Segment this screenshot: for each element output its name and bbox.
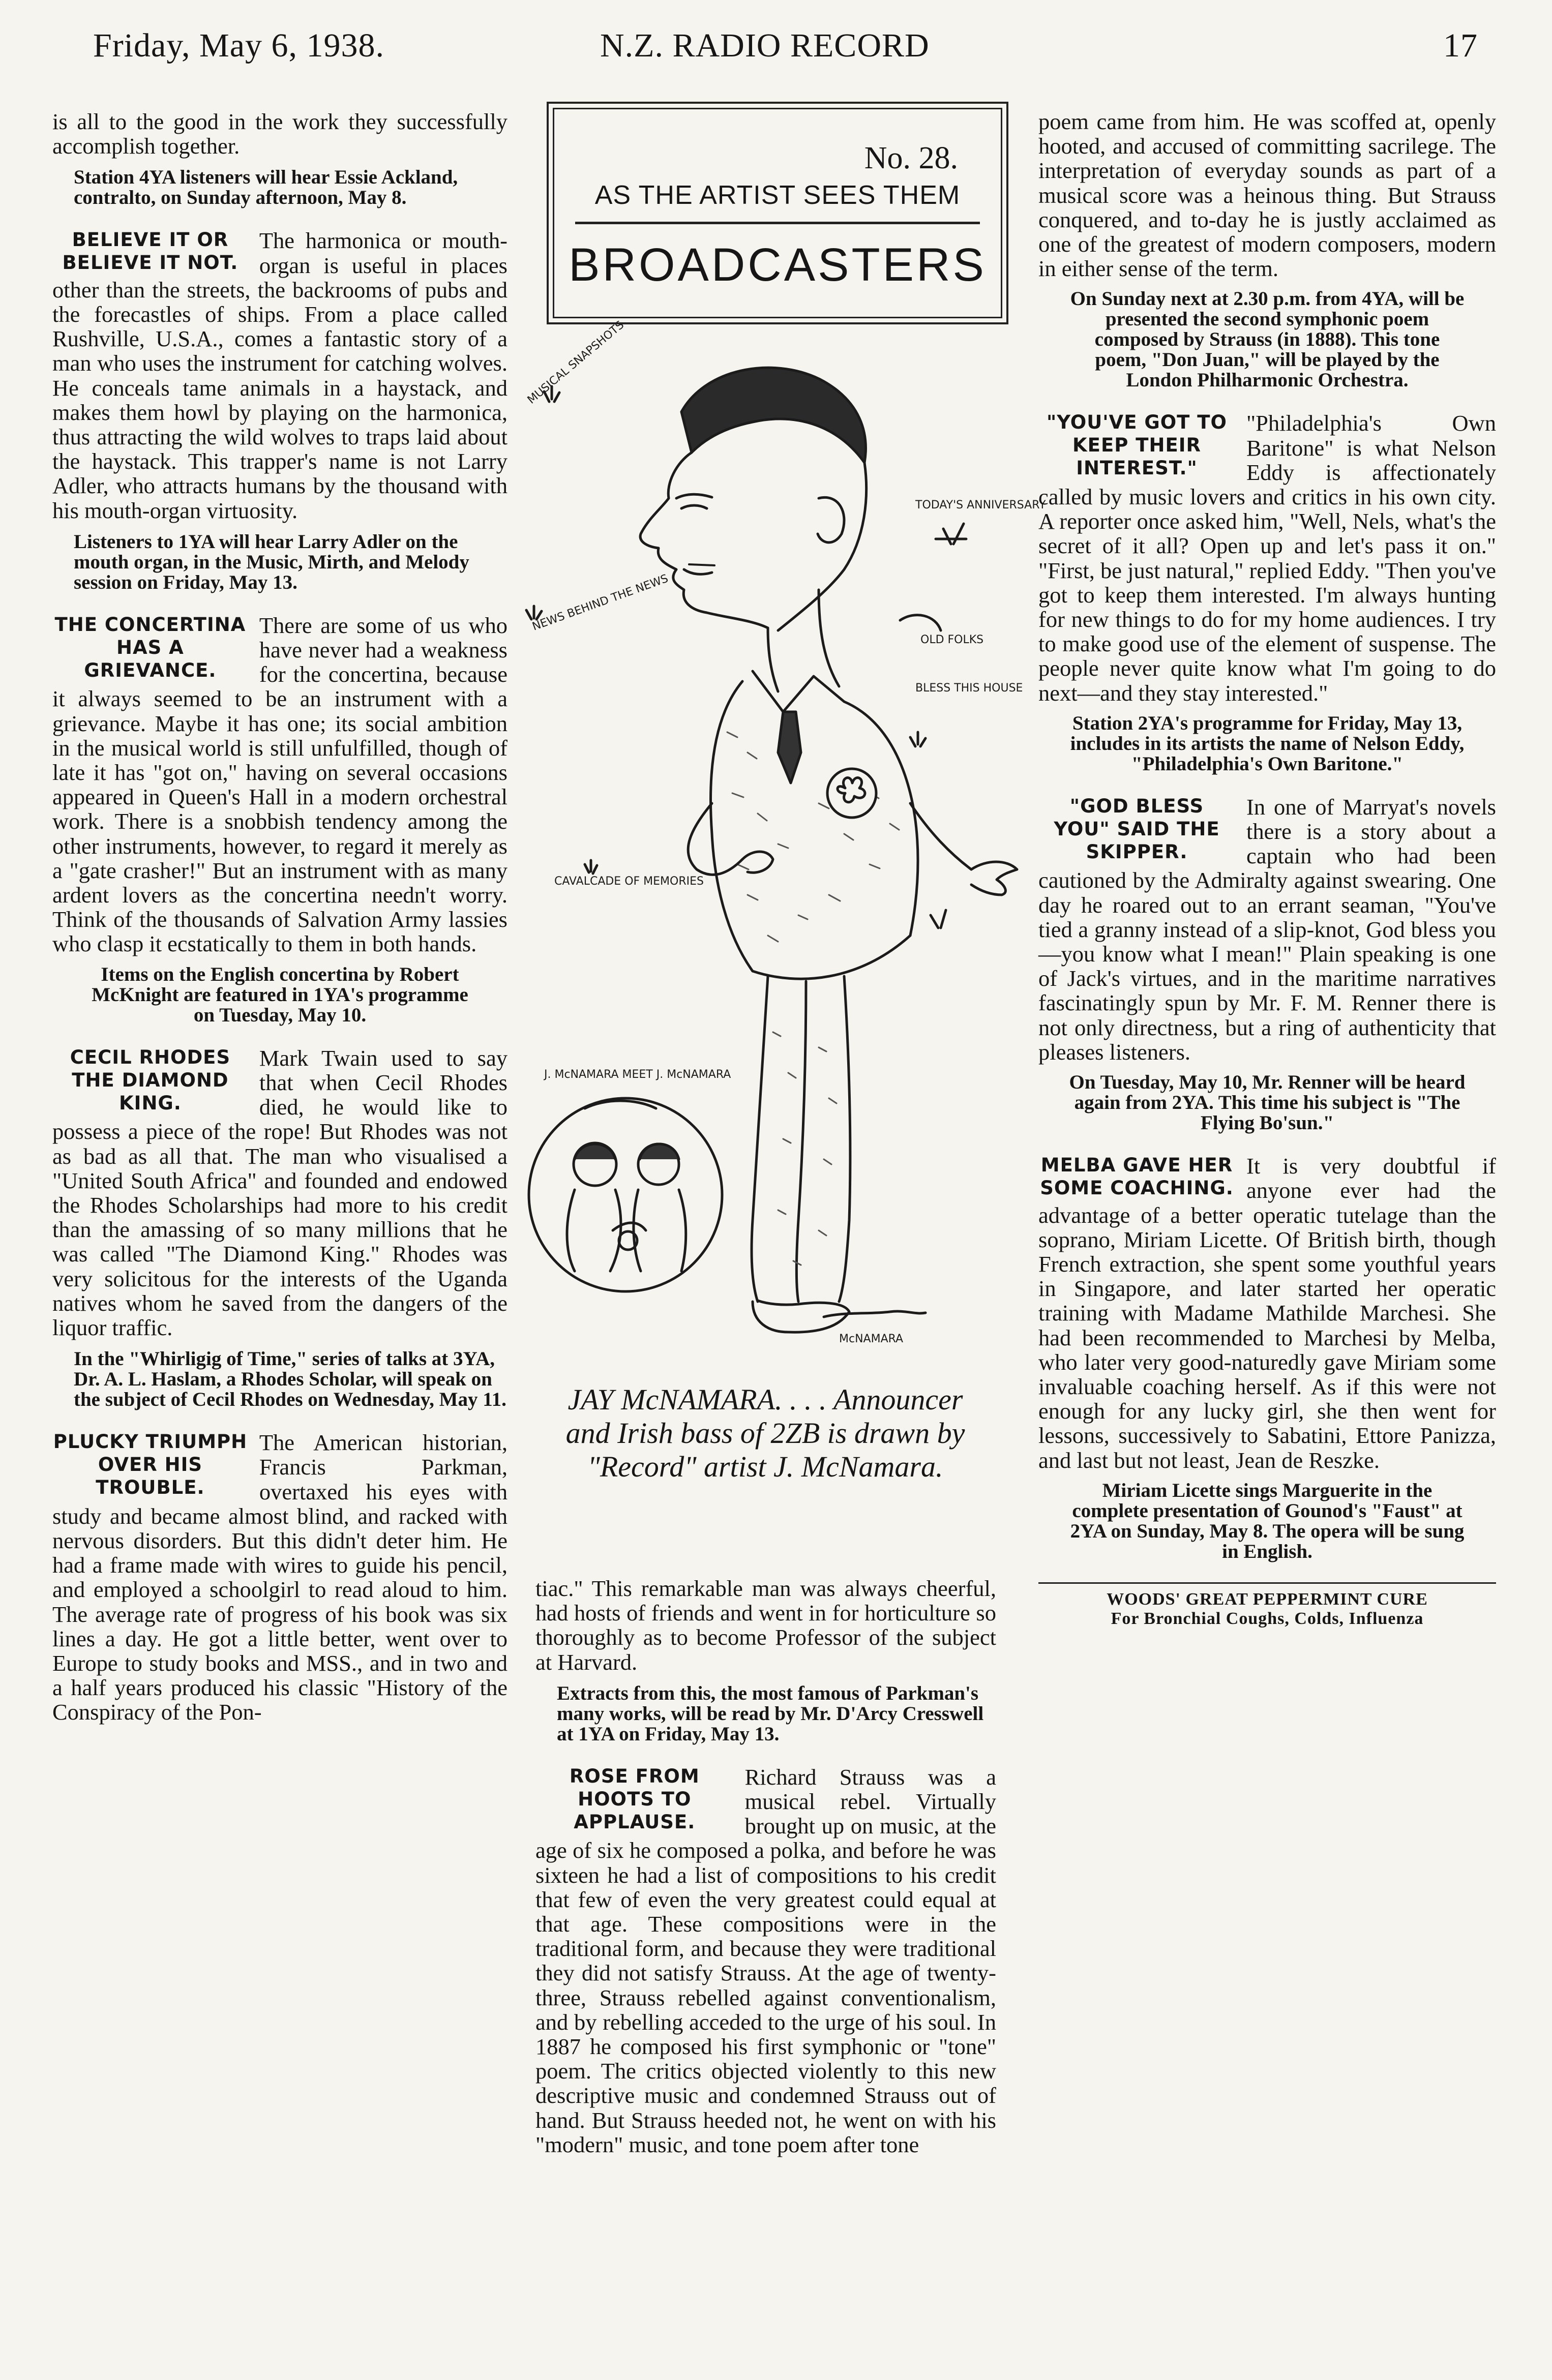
article-body: Mark Twain used to say that when Cecil Rhodes died, he would like to possess a piece of the rope! But Rhodes was not as bad as all that. The man who visualised a "United South Africa" and founded and endowed the Rhodes Scholarships had more to his credit than the amassing of so many millions that he was called "The Diamond King." Rhodes was very solicitous for the interests of the Uganda natives whom he saved from the dangers of the liquor traffic. [52, 1045, 508, 1340]
continued-text: tiac." This remarkable man was always cheerful, had hosts of friends and went in for horticulture so thoroughly as to become Professor of the subject at Harvard. [535, 1576, 996, 1675]
label-news-behind-news: NEWS BEHIND THE NEWS [530, 572, 670, 634]
station-note: On Tuesday, May 10, Mr. Renner will be heard again from 2YA. This time his subject is "The Flying Bo'sun." [1069, 1071, 1466, 1134]
caricature-illustration [514, 318, 1046, 1363]
issue-date: Friday, May 6, 1938. [93, 27, 385, 64]
article-concertina [52, 613, 508, 956]
intro-text: is all to the good in the work they successfully accomplish together. [52, 109, 508, 159]
column-left [52, 109, 508, 1725]
article-body: It is very doubtful if anyone ever had the advantage of a better operatic tutelage than the soprano, Miriam Licette. Of British birth, though French extraction, she spent some youthful years in Singapore, and later started her operatic training with Madame Mathilde Marchesi. She had been recommended to Marchesi by Melba, who later very good-naturedly gave Miriam some invaluable coaching herself. As if this were not enough for any lucky girl, she then went for lessons, successively to Sabatini, Ettore Panizza, and last but not least, Jean de Reszke. [1038, 1153, 1496, 1473]
illustration-caption: JAY McNAMARA. . . . Announcer and Irish bass of 2ZB is drawn by "Record" artist J. McNamara. [565, 1383, 965, 1483]
artist-signature: McNAMARA [839, 1333, 904, 1345]
article-cecil-rhodes [52, 1046, 508, 1340]
station-note: Items on the English concertina by Robert McKnight are featured in 1YA's programme on Tuesday, May 10. [92, 963, 468, 1026]
series-title: BROADCASTERS [569, 239, 987, 291]
label-old-folks: OLD FOLKS [920, 634, 984, 646]
article-god-bless-you [1038, 795, 1496, 1064]
label-cavalcade: CAVALCADE OF MEMORIES [554, 875, 704, 888]
article-body: The harmonica or mouth-organ is useful in places other than the streets, the backrooms of pubs and the forecastles of ships. From a place called Rushville, U.S.A., comes a fantastic story of a man who uses the instrument for catching wolves. He conceals tame animals in a haystack, and makes them howl by playing on the harmonica, thus attracting the wild wolves to traps laid about the haystack. This trapper's name is not Larry Adler, who attracts humans by the thousand with his mouth-organ virtuosity. [52, 228, 508, 523]
article-body: There are some of us who have never had a weakness for the concertina, because it always seemed to be an instrument with a grievance. Maybe it has one; its social ambition in the musical world is still unfulfilled, though of late it has "got on," having on several occasions appeared in Queen's Hall in a modern orchestral work. There is a snobbish tendency among the other instruments, however, to regard it merely as a "gate crasher!" But an instrument with as many ardent lovers as the concertina needn't worry. Think of the thousands of Salvation Army lassies who clasp it ecstatically to them in both hands. [52, 612, 508, 957]
article-heading: MELBA GAVE HER SOME COACHING. [1040, 1154, 1234, 1199]
series-banner [547, 102, 1008, 324]
article-plucky-triumph [52, 1430, 508, 1724]
article-heading: BELIEVE IT OR BELIEVE IT NOT. [62, 229, 238, 274]
ad-divider [1038, 1582, 1496, 1584]
series-subtitle: AS THE ARTIST SEES THEM [594, 180, 961, 210]
article-body: "Philadelphia's Own Baritone" is what Nelson Eddy is affectionately called by music lovers and critics in his own city. A reporter once asked him, "Well, Nels, what's the secret of it all? Open up and let's pass it on." "First, be just natural," replied Eddy. "Then you've got to keep them interested. I'm always hunting for new things to do for my home audiences. I try to make good use of the element of suspense. The people never quite know what I'm going to do next—and they stay interested." [1038, 410, 1496, 706]
series-number: No. 28. [864, 141, 958, 175]
label-bless-this-house: BLESS THIS HOUSE [915, 682, 1023, 695]
article-heading: THE CONCERTINA HAS A GRIEVANCE. [54, 613, 246, 681]
article-body: In one of Marryat's novels there is a story about a captain who had been cautioned by the Admiralty against swearing. One day he roared out to an errant seaman, "You've tied a granny instead of a slip-knot, God bless you—you know what I mean!" Plain speaking is one of Jack's virtues, and in the maritime narratives fascinatingly spun by Mr. F. M. Renner there is not only directness, but a ring of authenticity that pleases listeners. [1038, 794, 1496, 1065]
station-note: Station 2YA's programme for Friday, May 13, includes in its artists the name of Nelson Eddy, "Philadelphia's Own Baritone." [1070, 712, 1465, 775]
advert-line: For Bronchial Coughs, Colds, Influenza [1111, 1609, 1424, 1628]
continued-text: poem came from him. He was scoffed at, openly hooted, and accused of committing sacrilege. The interpretation of everyday sounds as part of a musical score was a heinous thing. But Strauss conquered, and to-day he is justly acclaimed as one of the greatest of modern composers, modern in either sense of the term. [1038, 109, 1496, 282]
article-rose-from-hoots [535, 1765, 996, 2157]
station-note: Station 4YA listeners will hear Essie Ackland, contralto, on Sunday afternoon, May 8. [74, 166, 458, 209]
label-musical-snapshots: MUSICAL SNAPSHOTS [525, 318, 627, 407]
article-heading: PLUCKY TRIUMPH OVER HIS TROUBLE. [53, 1431, 248, 1499]
banner-rule [575, 222, 980, 224]
label-todays-anniversary: TODAY'S ANNIVERSARY [915, 499, 1046, 511]
article-melba [1038, 1154, 1496, 1472]
column-right [1038, 109, 1496, 1629]
column-middle [535, 1576, 996, 2157]
station-note: Listeners to 1YA will hear Larry Adler on the mouth organ, in the Music, Mirth, and Melody session on Friday, May 13. [74, 530, 469, 593]
article-body: The American historian, Francis Parkman, overtaxed his eyes with study and became almost blind, and racked with nervous disorders. But this didn't deter him. He had a frame made with wires to guide his pencil, and employed a schoolgirl to read aloud to him. The average rate of progress of his book was six lines a day. He got a little better, went over to Europe to study books and MSS., and in two and a half years produced his classic "History of the Conspiracy of the Pon- [52, 1430, 508, 1725]
article-heading: "GOD BLESS YOU" SAID THE SKIPPER. [1054, 795, 1220, 863]
station-note: Miriam Licette sings Marguerite in the complete presentation of Gounod's "Faust" at 2YA on Sunday, May 8. The opera will be sung in English. [1070, 1479, 1465, 1562]
article-body: Richard Strauss was a musical rebel. Virtually brought up on music, at the age of six he composed a polka, and before he was sixteen he had a list of compositions to his credit that few of even the very greatest could equal at that age. These compositions were in the traditional form, and because they were traditional they did not satisfy Strauss. At the age of twenty-three, Strauss rebelled against conventionalism, and by rebelling acceded to the urge of his soul. In 1887 he composed his first symphonic or "tone" poem. The critics objected violently to this new descriptive music and condemned Strauss out of hand. But Strauss heeded not, he went on with his "modern" music, and tone poem after tone [535, 1764, 996, 2157]
label-meet: J. McNAMARA MEET J. McNAMARA [544, 1068, 731, 1081]
article-heading: CECIL RHODES THE DIAMOND KING. [70, 1046, 231, 1114]
article-keep-interest [1038, 411, 1496, 705]
article-believe-it [52, 228, 508, 522]
article-heading: "YOU'VE GOT TO KEEP THEIR INTEREST." [1046, 411, 1227, 479]
page-number: 17 [1443, 27, 1478, 64]
article-heading: ROSE FROM HOOTS TO APPLAUSE. [569, 1765, 700, 1833]
advert-line: WOODS' GREAT PEPPERMINT CURE [1107, 1589, 1428, 1609]
station-note: On Sunday next at 2.30 p.m. from 4YA, will be presented the second symphonic poem composed by Strauss (in 1888). This tone poem, "Don Juan," will be played by the London Philharmonic Orchestra. [1070, 288, 1465, 391]
station-note: Extracts from this, the most famous of Parkman's many works, will be read by Mr. D'Arcy Cresswell at 1YA on Friday, May 13. [557, 1682, 984, 1745]
station-note: In the "Whirligig of Time," series of talks at 3YA, Dr. A. L. Haslam, a Rhodes Scholar, will speak on the subject of Cecil Rhodes on Wednesday, May 11. [74, 1348, 506, 1411]
publication-title: N.Z. RADIO RECORD [600, 27, 930, 64]
